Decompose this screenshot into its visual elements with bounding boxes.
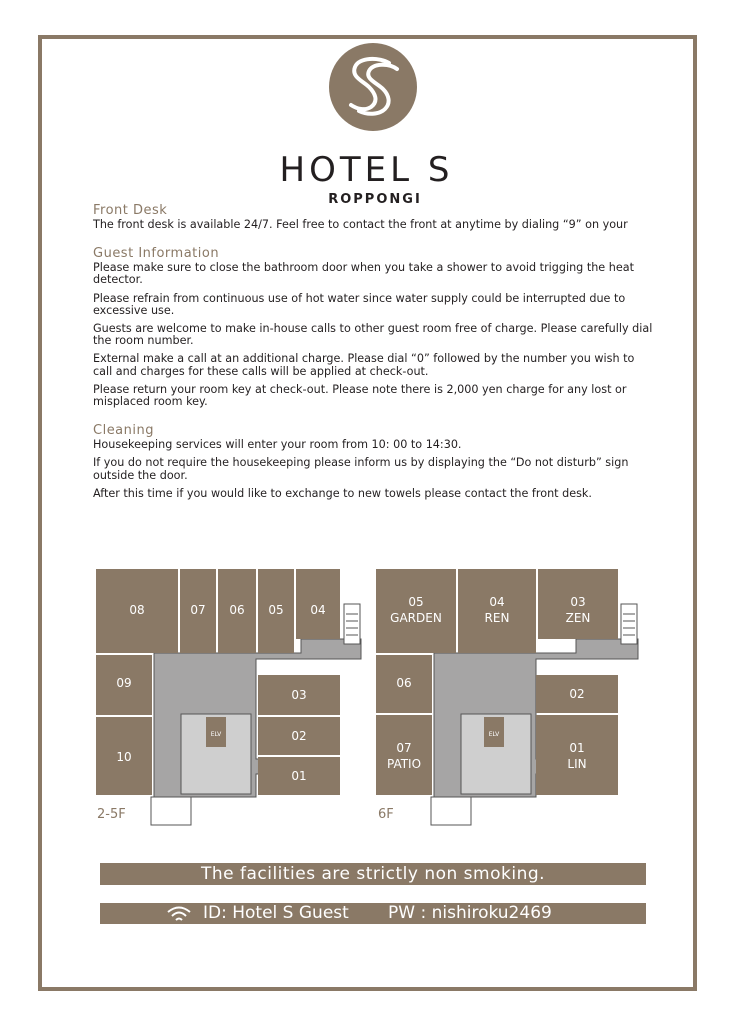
entrance bbox=[151, 797, 191, 825]
guest-info-item: External make a call at an additional charge. Please dial “0” followed by the number you wish to call and charges for these calls will be applied at check-out. bbox=[93, 352, 635, 378]
room-name: REN bbox=[484, 611, 510, 625]
wifi-id: ID: Hotel S Guest bbox=[203, 903, 349, 923]
room-number: 04 bbox=[489, 595, 505, 609]
room-name: LIN bbox=[567, 757, 587, 771]
floor-label-2-5f: 2-5F bbox=[97, 807, 126, 822]
front-desk-text: The front desk is available 24/7. Feel free to contact the front at anytime by dialing “9” on your bbox=[93, 218, 628, 231]
room-number: 09 bbox=[116, 676, 132, 690]
room-name: GARDEN bbox=[390, 611, 442, 625]
hotel-name: HOTEL S bbox=[279, 150, 454, 190]
room-number: 06 bbox=[229, 603, 245, 617]
room-number: 02 bbox=[291, 729, 307, 743]
hotel-location: ROPPONGI bbox=[328, 192, 422, 207]
room-number: 03 bbox=[570, 595, 586, 609]
room-name: PATIO bbox=[386, 757, 422, 771]
room-number: 06 bbox=[396, 676, 412, 690]
room-number: 01 bbox=[291, 769, 307, 783]
wifi-icon bbox=[166, 905, 192, 923]
info-content bbox=[93, 203, 653, 506]
hotel-s-logo bbox=[329, 43, 417, 131]
room-07-patio bbox=[376, 715, 432, 795]
wifi-password: PW : nishiroku2469 bbox=[388, 903, 552, 923]
entrance bbox=[431, 797, 471, 825]
cleaning-title: Cleaning bbox=[93, 423, 154, 439]
floorplan-6f bbox=[376, 569, 644, 827]
stairs bbox=[621, 604, 637, 644]
guest-info-title: Guest Information bbox=[93, 246, 220, 262]
room-number: 02 bbox=[569, 687, 585, 701]
guest-info-item: Please make sure to close the bathroom door when you take a shower to avoid trigging the heat detector. bbox=[93, 261, 634, 287]
floor-label-6f: 6F bbox=[378, 807, 394, 822]
stairs bbox=[344, 604, 360, 644]
room-01-lin bbox=[536, 715, 618, 795]
guest-info-item: Please refrain from continuous use of hot water since water supply could be interrupted due to excessive use. bbox=[93, 291, 626, 317]
room-number: 03 bbox=[291, 688, 307, 702]
room-number: 05 bbox=[408, 595, 424, 609]
room-number: 01 bbox=[569, 741, 585, 755]
room-number: 08 bbox=[129, 603, 145, 617]
cleaning-item: Housekeeping services will enter your room from 10: 00 to 14:30. bbox=[93, 438, 462, 452]
guest-info-item: Guests are welcome to make in-house calls to other guest room free of charge. Please carefully dial the room number. bbox=[93, 322, 653, 348]
floorplan-2-5f bbox=[96, 569, 368, 827]
non-smoking-notice: The facilities are strictly non smoking. bbox=[100, 863, 646, 885]
front-desk-title: Front Desk bbox=[93, 203, 168, 218]
elv-label: ELV bbox=[488, 731, 500, 738]
room-number: 04 bbox=[310, 603, 326, 617]
guest-info-item: Please return your room key at check-out. Please note there is 2,000 yen charge for any lost or misplaced room key. bbox=[93, 382, 627, 409]
room-number: 10 bbox=[116, 750, 132, 764]
cleaning-item: If you do not require the housekeeping please inform us by displaying the “Do not disturb” sign outside the door. bbox=[93, 456, 629, 482]
room-number: 07 bbox=[396, 741, 412, 755]
room-number: 05 bbox=[268, 603, 284, 617]
room-name: ZEN bbox=[565, 611, 591, 625]
room-number: 07 bbox=[190, 603, 206, 617]
cleaning-item: After this time if you would like to exchange to new towels please contact the front desk. bbox=[93, 486, 592, 500]
elv-label: ELV bbox=[210, 731, 222, 738]
